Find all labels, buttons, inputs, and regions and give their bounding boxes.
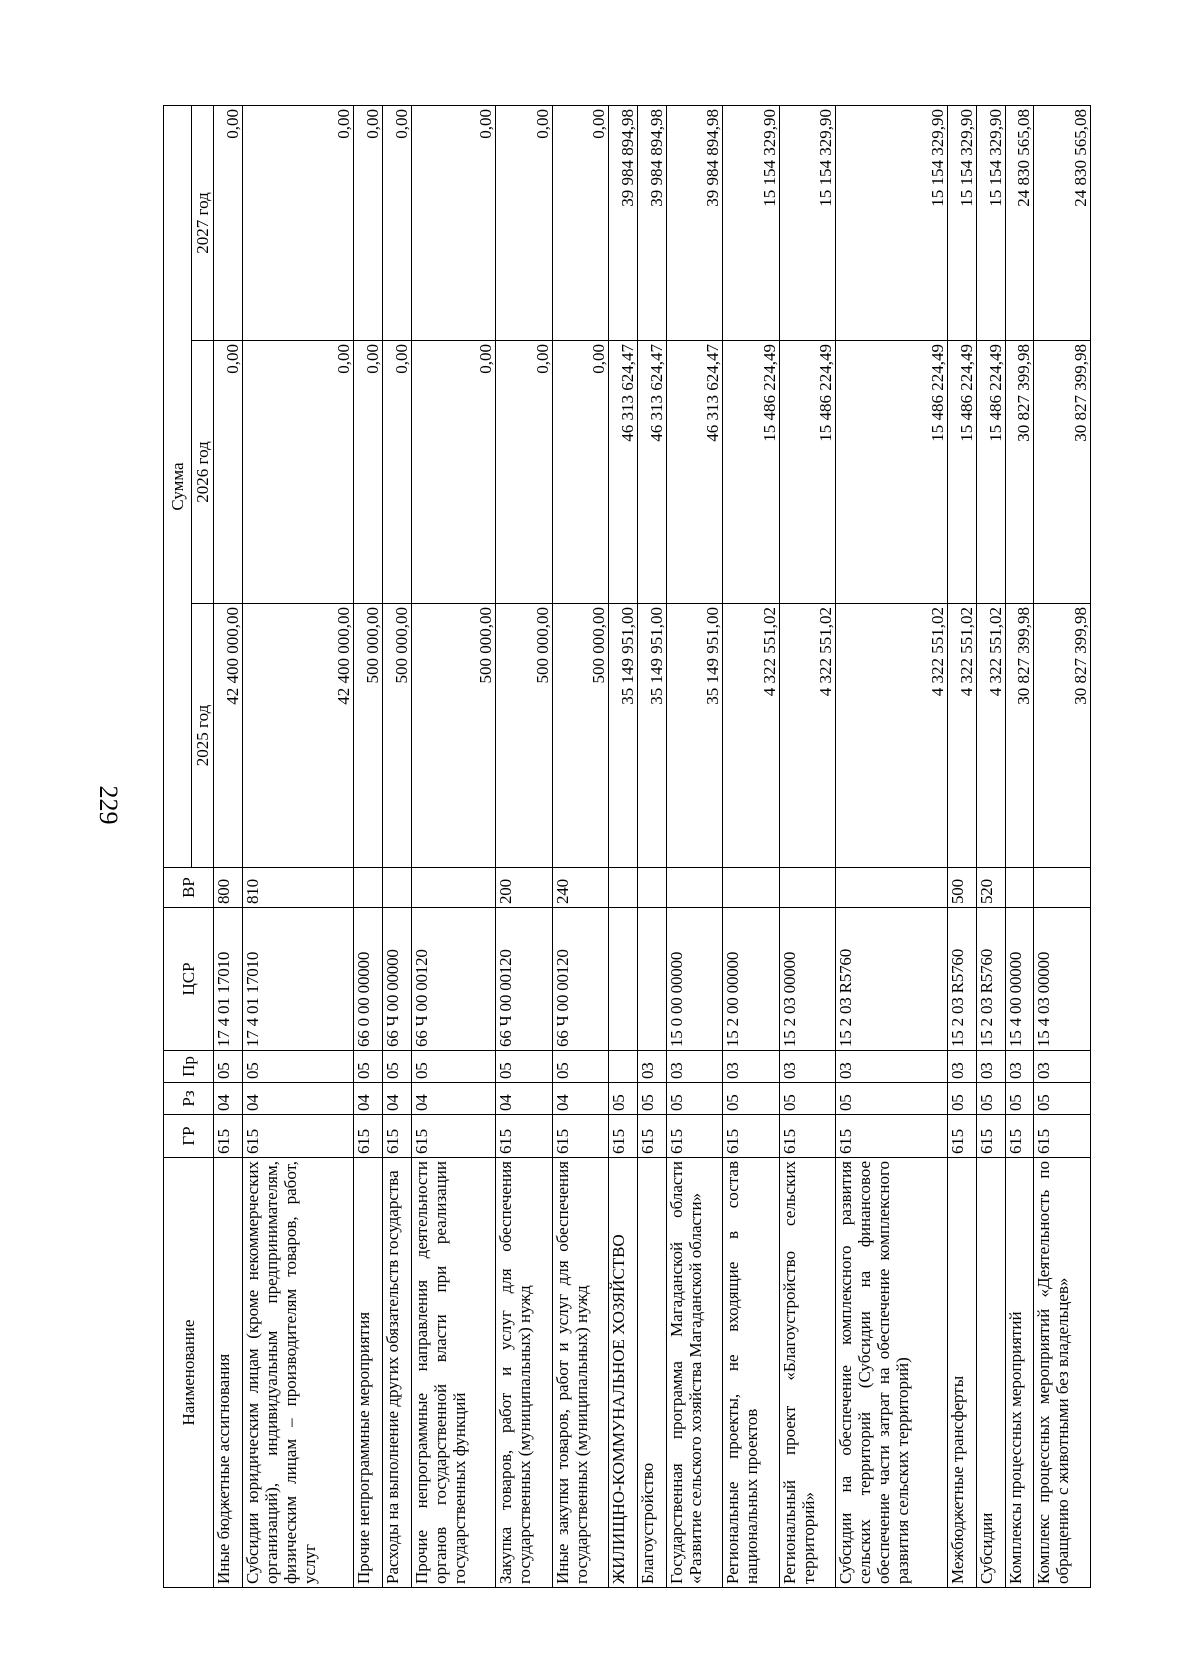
row-vr bbox=[637, 868, 666, 908]
row-name: Субсидии юридическим лицам (кроме некоммерческих организаций), индивидуальным предпринимателям, физическим лицам – производителям товаров, работ, услуг bbox=[242, 1158, 353, 1588]
row-pr: 05 bbox=[496, 1051, 552, 1083]
row-amount-2025: 4 322 551,02 bbox=[976, 604, 1005, 868]
row-pr: 05 bbox=[242, 1051, 353, 1083]
row-name: Иные закупки товаров, работ и услуг для обеспечения государственных (муниципальных) нужд bbox=[552, 1158, 608, 1588]
row-vr bbox=[1005, 868, 1034, 908]
row-amount-2027: 15 154 329,90 bbox=[947, 105, 976, 340]
row-gr: 615 bbox=[637, 1115, 666, 1158]
header-name: Наименование bbox=[164, 1158, 214, 1588]
table-row bbox=[836, 105, 947, 1587]
row-rz: 04 bbox=[214, 1083, 243, 1115]
row-vr bbox=[412, 868, 496, 908]
row-pr: 05 bbox=[383, 1051, 412, 1083]
row-amount-2026: 15 486 224,49 bbox=[779, 341, 835, 604]
row-amount-2027: 15 154 329,90 bbox=[976, 105, 1005, 340]
row-gr: 615 bbox=[242, 1115, 353, 1158]
row-csr: 15 2 00 00000 bbox=[723, 908, 779, 1051]
row-name: Благоустройство bbox=[637, 1158, 666, 1588]
row-amount-2025: 42 400 000,00 bbox=[214, 604, 243, 868]
header-year-2027: 2027 год bbox=[192, 105, 214, 340]
row-amount-2026: 0,00 bbox=[214, 341, 243, 604]
table-row bbox=[242, 105, 353, 1587]
header-pr: Пр bbox=[164, 1051, 214, 1083]
row-gr: 615 bbox=[383, 1115, 412, 1158]
row-vr: 810 bbox=[242, 868, 353, 908]
row-pr: 03 bbox=[1005, 1051, 1034, 1083]
row-name: Комплекс процессных мероприятий «Деятельность по обращению с животными без владельцев» bbox=[1034, 1158, 1091, 1588]
row-vr bbox=[354, 868, 383, 908]
row-amount-2026: 0,00 bbox=[412, 341, 496, 604]
row-gr: 615 bbox=[214, 1115, 243, 1158]
table-row bbox=[666, 105, 722, 1587]
row-amount-2026: 0,00 bbox=[496, 341, 552, 604]
table-row bbox=[552, 105, 608, 1587]
row-amount-2025: 30 827 399,98 bbox=[1005, 604, 1034, 868]
row-gr: 615 bbox=[723, 1115, 779, 1158]
row-amount-2027: 15 154 329,90 bbox=[779, 105, 835, 340]
row-gr: 615 bbox=[1005, 1115, 1034, 1158]
row-pr: 05 bbox=[214, 1051, 243, 1083]
row-amount-2026: 46 313 624,47 bbox=[637, 341, 666, 604]
row-csr: 66 Ч 00 00120 bbox=[552, 908, 608, 1051]
header-year-2026: 2026 год bbox=[192, 341, 214, 604]
row-name: Комплексы процессных мероприятий bbox=[1005, 1158, 1034, 1588]
row-amount-2025: 30 827 399,98 bbox=[1034, 604, 1091, 868]
table-row bbox=[637, 105, 666, 1587]
row-rz: 05 bbox=[836, 1083, 947, 1115]
row-rz: 05 bbox=[666, 1083, 722, 1115]
row-rz: 05 bbox=[779, 1083, 835, 1115]
row-amount-2027: 24 830 565,08 bbox=[1034, 105, 1091, 340]
row-vr bbox=[836, 868, 947, 908]
row-csr: 66 Ч 00 00120 bbox=[496, 908, 552, 1051]
row-name: ЖИЛИЩНО-КОММУНАЛЬНОЕ ХОЗЯЙСТВО bbox=[609, 1158, 638, 1588]
row-amount-2026: 30 827 399,98 bbox=[1034, 341, 1091, 604]
page-number: 229 bbox=[94, 785, 123, 825]
row-gr: 615 bbox=[666, 1115, 722, 1158]
row-rz: 05 bbox=[1005, 1083, 1034, 1115]
row-amount-2025: 500 000,00 bbox=[383, 604, 412, 868]
row-amount-2026: 15 486 224,49 bbox=[947, 341, 976, 604]
table-row bbox=[947, 105, 976, 1587]
row-pr: 03 bbox=[1034, 1051, 1091, 1083]
row-amount-2026: 0,00 bbox=[552, 341, 608, 604]
row-csr: 15 2 03 R5760 bbox=[976, 908, 1005, 1051]
row-name: Государственная программа Магаданской области «Развитие сельского хозяйства Магаданской области» bbox=[666, 1158, 722, 1588]
row-pr: 03 bbox=[976, 1051, 1005, 1083]
row-rz: 04 bbox=[552, 1083, 608, 1115]
row-amount-2025: 4 322 551,02 bbox=[836, 604, 947, 868]
row-rz: 05 bbox=[637, 1083, 666, 1115]
row-rz: 04 bbox=[383, 1083, 412, 1115]
row-name: Прочие непрограммные направления деятельности органов государственной власти при реализации государственных функций bbox=[412, 1158, 496, 1588]
row-csr: 15 2 03 R5760 bbox=[947, 908, 976, 1051]
row-amount-2027: 15 154 329,90 bbox=[723, 105, 779, 340]
row-amount-2025: 500 000,00 bbox=[412, 604, 496, 868]
row-amount-2026: 0,00 bbox=[383, 341, 412, 604]
row-name: Межбюджетные трансферты bbox=[947, 1158, 976, 1588]
row-amount-2026: 15 486 224,49 bbox=[836, 341, 947, 604]
budget-table bbox=[163, 105, 1091, 1588]
row-amount-2025: 500 000,00 bbox=[552, 604, 608, 868]
row-name: Субсидии bbox=[976, 1158, 1005, 1588]
row-pr: 03 bbox=[637, 1051, 666, 1083]
row-vr bbox=[383, 868, 412, 908]
row-csr bbox=[637, 908, 666, 1051]
row-gr: 615 bbox=[976, 1115, 1005, 1158]
row-pr: 03 bbox=[779, 1051, 835, 1083]
row-amount-2027: 15 154 329,90 bbox=[836, 105, 947, 340]
row-amount-2025: 500 000,00 bbox=[496, 604, 552, 868]
row-csr: 17 4 01 17010 bbox=[242, 908, 353, 1051]
row-amount-2027: 0,00 bbox=[383, 105, 412, 340]
table-row bbox=[354, 105, 383, 1587]
row-csr: 15 0 00 00000 bbox=[666, 908, 722, 1051]
table-row bbox=[412, 105, 496, 1587]
row-rz: 05 bbox=[723, 1083, 779, 1115]
row-gr: 615 bbox=[412, 1115, 496, 1158]
row-pr: 03 bbox=[836, 1051, 947, 1083]
row-pr bbox=[609, 1051, 638, 1083]
row-csr: 66 Ч 00 00000 bbox=[383, 908, 412, 1051]
header-gr: ГР bbox=[164, 1115, 214, 1158]
header-rz: Рз bbox=[164, 1083, 214, 1115]
row-vr: 200 bbox=[496, 868, 552, 908]
table-row bbox=[723, 105, 779, 1587]
row-amount-2027: 0,00 bbox=[496, 105, 552, 340]
row-amount-2025: 4 322 551,02 bbox=[947, 604, 976, 868]
row-csr: 15 2 03 00000 bbox=[779, 908, 835, 1051]
header-year-2025: 2025 год bbox=[192, 604, 214, 868]
row-name: Расходы на выполнение других обязательств государства bbox=[383, 1158, 412, 1588]
row-rz: 04 bbox=[354, 1083, 383, 1115]
row-csr: 66 Ч 00 00120 bbox=[412, 908, 496, 1051]
row-vr: 500 bbox=[947, 868, 976, 908]
row-amount-2026: 0,00 bbox=[354, 341, 383, 604]
table-row bbox=[1034, 105, 1091, 1587]
budget-table-container bbox=[163, 106, 1091, 1588]
row-gr: 615 bbox=[947, 1115, 976, 1158]
row-amount-2025: 4 322 551,02 bbox=[723, 604, 779, 868]
row-amount-2027: 0,00 bbox=[242, 105, 353, 340]
row-amount-2027: 0,00 bbox=[552, 105, 608, 340]
row-vr bbox=[666, 868, 722, 908]
table-row bbox=[496, 105, 552, 1587]
row-csr: 15 4 00 00000 bbox=[1005, 908, 1034, 1051]
row-vr bbox=[609, 868, 638, 908]
row-gr: 615 bbox=[354, 1115, 383, 1158]
row-csr: 66 0 00 00000 bbox=[354, 908, 383, 1051]
row-pr: 05 bbox=[354, 1051, 383, 1083]
row-gr: 615 bbox=[836, 1115, 947, 1158]
row-rz: 05 bbox=[609, 1083, 638, 1115]
row-rz: 04 bbox=[242, 1083, 353, 1115]
row-amount-2027: 0,00 bbox=[412, 105, 496, 340]
row-vr bbox=[779, 868, 835, 908]
row-rz: 04 bbox=[496, 1083, 552, 1115]
row-pr: 03 bbox=[723, 1051, 779, 1083]
row-csr: 15 4 03 00000 bbox=[1034, 908, 1091, 1051]
row-rz: 05 bbox=[976, 1083, 1005, 1115]
row-amount-2027: 0,00 bbox=[214, 105, 243, 340]
row-name: Субсидии на обеспечение комплексного развития сельских территорий (Субсидии на финансовое обеспечение части затрат на обеспечение комплексного развития сельских территорий) bbox=[836, 1158, 947, 1588]
row-amount-2025: 35 149 951,00 bbox=[666, 604, 722, 868]
table-row bbox=[976, 105, 1005, 1587]
row-gr: 615 bbox=[496, 1115, 552, 1158]
row-csr: 15 2 03 R5760 bbox=[836, 908, 947, 1051]
header-sum: Сумма bbox=[164, 105, 192, 867]
row-amount-2027: 24 830 565,08 bbox=[1005, 105, 1034, 340]
row-name: Прочие непрограммные мероприятия bbox=[354, 1158, 383, 1588]
row-amount-2025: 35 149 951,00 bbox=[609, 604, 638, 868]
row-amount-2027: 39 984 894,98 bbox=[666, 105, 722, 340]
table-row bbox=[779, 105, 835, 1587]
row-amount-2027: 0,00 bbox=[354, 105, 383, 340]
row-amount-2027: 39 984 894,98 bbox=[609, 105, 638, 340]
budget-table-rotated bbox=[163, 106, 1091, 1588]
row-gr: 615 bbox=[609, 1115, 638, 1158]
row-vr: 800 bbox=[214, 868, 243, 908]
row-amount-2026: 46 313 624,47 bbox=[666, 341, 722, 604]
row-vr bbox=[1034, 868, 1091, 908]
row-amount-2026: 46 313 624,47 bbox=[609, 341, 638, 604]
row-amount-2026: 15 486 224,49 bbox=[976, 341, 1005, 604]
table-row bbox=[383, 105, 412, 1587]
header-csr: ЦСР bbox=[164, 908, 214, 1051]
row-gr: 615 bbox=[779, 1115, 835, 1158]
row-pr: 03 bbox=[947, 1051, 976, 1083]
row-gr: 615 bbox=[552, 1115, 608, 1158]
row-csr bbox=[609, 908, 638, 1051]
row-name: Иные бюджетные ассигнования bbox=[214, 1158, 243, 1588]
row-rz: 05 bbox=[1034, 1083, 1091, 1115]
row-amount-2025: 42 400 000,00 bbox=[242, 604, 353, 868]
row-amount-2026: 0,00 bbox=[242, 341, 353, 604]
row-pr: 03 bbox=[666, 1051, 722, 1083]
row-pr: 05 bbox=[552, 1051, 608, 1083]
row-name: Региональные проекты, не входящие в состав национальных проектов bbox=[723, 1158, 779, 1588]
row-amount-2026: 15 486 224,49 bbox=[723, 341, 779, 604]
header-vr: ВР bbox=[164, 868, 214, 908]
row-amount-2026: 30 827 399,98 bbox=[1005, 341, 1034, 604]
table-row bbox=[609, 105, 638, 1587]
row-amount-2025: 4 322 551,02 bbox=[779, 604, 835, 868]
row-name: Региональный проект «Благоустройство сельских территорий» bbox=[779, 1158, 835, 1588]
row-csr: 17 4 01 17010 bbox=[214, 908, 243, 1051]
row-gr: 615 bbox=[1034, 1115, 1091, 1158]
table-row bbox=[1005, 105, 1034, 1587]
row-rz: 04 bbox=[412, 1083, 496, 1115]
row-amount-2027: 39 984 894,98 bbox=[637, 105, 666, 340]
row-vr: 240 bbox=[552, 868, 608, 908]
row-rz: 05 bbox=[947, 1083, 976, 1115]
row-amount-2025: 35 149 951,00 bbox=[637, 604, 666, 868]
table-row bbox=[214, 105, 243, 1587]
row-pr: 05 bbox=[412, 1051, 496, 1083]
row-name: Закупка товаров, работ и услуг для обеспечения государственных (муниципальных) нужд bbox=[496, 1158, 552, 1588]
row-vr: 520 bbox=[976, 868, 1005, 908]
row-amount-2025: 500 000,00 bbox=[354, 604, 383, 868]
row-vr bbox=[723, 868, 779, 908]
